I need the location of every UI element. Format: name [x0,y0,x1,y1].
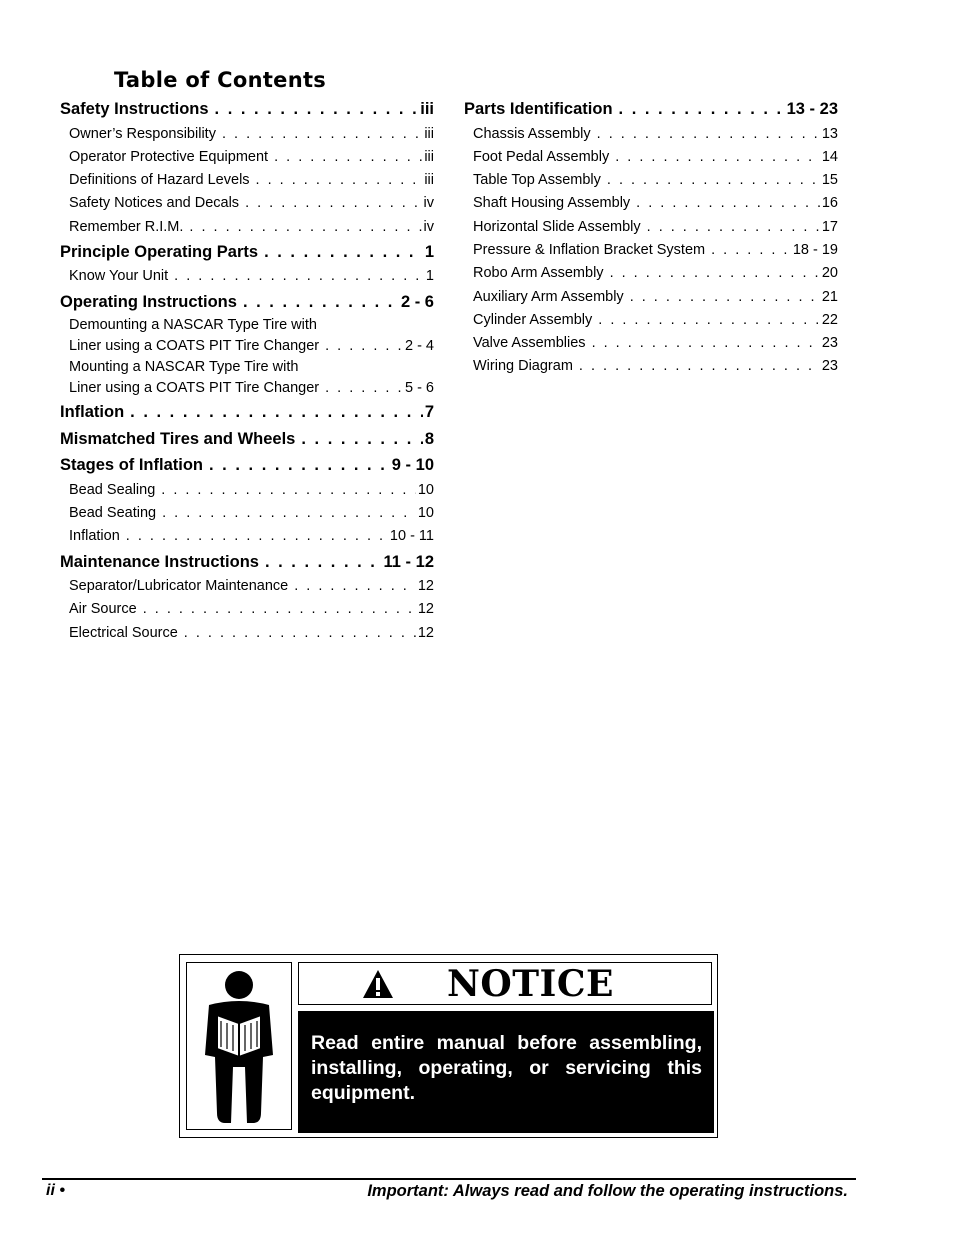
toc-leader-dots [294,575,416,598]
toc-leader-dots [174,265,424,288]
toc-entry-page: iii [424,125,434,142]
toc-entry-page: 16 [821,195,838,212]
toc-subsection-entry [464,262,838,285]
toc-entry-page: 23 [821,335,838,352]
toc-leader-dots [274,146,422,169]
toc-leader-dots [619,96,785,122]
toc-section-entry [60,426,434,453]
toc-section-entry [60,549,434,576]
toc-entry-page: 14 [821,148,838,165]
toc-subsection-entry [464,216,838,239]
toc-subsection-entry [60,146,434,169]
toc-entry-page: 13 [821,125,838,142]
notice-heading: NOTICE [447,963,614,1005]
toc-entry-page: 2 - 4 [404,337,434,354]
toc-leader-dots [189,216,421,239]
toc-entry-label: Principle Operating Parts [60,242,259,261]
toc-leader-dots [243,289,399,315]
toc-entry-label: Liner using a COATS PIT Tire Changer [69,379,320,396]
toc-subsection-entry [464,192,838,215]
toc-entry-label: Bead Sealing [69,481,156,498]
toc-entry-page: iii [424,172,434,189]
toc-subsection-entry [464,123,838,146]
toc-entry-label: Operating Instructions [60,292,237,311]
toc-section-entry [60,239,434,266]
toc-leader-dots [130,399,423,425]
toc-entry-page: 12 [417,624,434,641]
toc-entry-label: Robo Arm Assembly [473,265,604,282]
toc-entry-label: Mismatched Tires and Wheels [60,429,296,448]
toc-subsection-entry [60,357,434,399]
toc-entry-label: Stages of Inflation [60,456,204,475]
footer-tagline: Important: Always read and follow the operating instructions. [367,1182,848,1200]
toc-leader-dots [209,452,390,478]
toc-leader-dots [256,169,423,192]
toc-entry-line2 [69,378,434,399]
toc-entry-page: 5 - 6 [404,379,434,396]
footer-page-label: ii • [46,1182,65,1199]
toc-entry-page: 10 [417,481,434,498]
toc-leader-dots [143,598,416,621]
toc-entry-page: 1 [425,268,434,285]
toc-subsection-entry [60,622,434,645]
toc-entry-page: 10 [417,505,434,522]
toc-entry-label: Know Your Unit [69,268,169,285]
toc-entry-page: 12 [417,601,434,618]
toc-entry-label: Horizontal Slide Assembly [473,218,641,235]
toc-entry-page: 18 - 19 [792,241,838,258]
toc-leader-dots [301,426,422,452]
toc-subsection-entry [464,146,838,169]
toc-entry-page: 9 - 10 [391,456,434,475]
toc-leader-dots [215,96,419,122]
toc-entry-label: Maintenance Instructions [60,552,259,571]
toc-entry-label: Pressure & Inflation Bracket System [473,241,706,258]
toc-leader-dots [615,146,820,169]
toc-leader-dots [161,479,416,502]
person-reading-manual-icon [187,963,291,1129]
toc-subsection-entry [464,309,838,332]
toc-entry-label: Liner using a COATS PIT Tire Changer [69,337,320,354]
toc-entry-label: Safety Instructions [60,100,209,118]
toc-leader-dots [265,549,382,575]
toc-leader-dots [162,502,416,525]
toc-leader-dots [325,378,403,399]
toc-leader-dots [610,262,820,285]
toc-subsection-entry [60,479,434,502]
toc-leader-dots [325,336,403,357]
toc-entry-label: Operator Protective Equipment [69,148,269,165]
warning-triangle-icon [361,968,395,1000]
toc-entry-page: iii [424,148,434,165]
toc-entry-page: 21 [821,288,838,305]
toc-entry-page: iv [423,218,434,235]
toc-entry-page: 17 [821,218,838,235]
toc-leader-dots [598,309,820,332]
toc-subsection-entry [464,169,838,192]
toc-entry-label: Wiring Diagram [473,358,573,375]
footer-rule [42,1178,856,1180]
toc-entry-page: 13 - 23 [786,100,838,118]
toc-entry-page: 22 [821,311,838,328]
toc-entry-label: Remember R.I.M. [69,218,184,235]
notice-header-frame [298,962,712,1005]
toc-entry-page: 7 [424,403,434,422]
toc-entry-label: Safety Notices and Decals [69,195,240,212]
toc-leader-dots [711,239,791,262]
toc-entry-label: Owner’s Responsibility [69,125,216,142]
toc-entry-page: iii [420,100,434,118]
toc-subsection-entry [464,355,838,378]
toc-leader-dots [592,332,820,355]
toc-subsection-entry [464,286,838,309]
notice-panel [179,954,718,1138]
toc-entry-page: 2 - 6 [400,292,434,311]
toc-left-column [60,96,434,645]
toc-entry-page: 23 [821,358,838,375]
toc-entry-label: Separator/Lubricator Maintenance [69,578,289,595]
toc-entry-label-line1: Mounting a NASCAR Type Tire with [69,359,299,376]
toc-entry-label: Parts Identification [464,100,613,118]
toc-subsection-entry [60,525,434,548]
toc-leader-dots [245,192,421,215]
toc-leader-dots [222,123,422,146]
toc-leader-dots [607,169,820,192]
toc-subsection-entry [60,502,434,525]
toc-right-column [464,96,838,379]
toc-entry-label: Table Top Assembly [473,172,601,189]
toc-section-entry [60,96,434,123]
toc-subsection-entry [464,239,838,262]
toc-subsection-entry [60,123,434,146]
toc-leader-dots [630,286,820,309]
toc-entry-label: Valve Assemblies [473,335,586,352]
toc-entry-page: 20 [821,265,838,282]
toc-leader-dots [264,239,423,265]
toc-entry-label: Inflation [69,528,120,545]
toc-entry-line2 [69,336,434,357]
toc-section-entry [60,452,434,479]
toc-entry-page: 8 [424,429,434,448]
toc-entry-label: Shaft Housing Assembly [473,195,631,212]
toc-subsection-entry [60,575,434,598]
toc-subsection-entry [464,332,838,355]
toc-entry-label-line1: Demounting a NASCAR Type Tire with [69,317,317,334]
toc-entry-label: Chassis Assembly [473,125,591,142]
toc-entry-label: Electrical Source [69,624,178,641]
notice-message: Read entire manual before assembling, installing, operating, or servicing this equipment. [298,1011,714,1133]
toc-section-entry [464,96,838,123]
toc-entry-label: Foot Pedal Assembly [473,148,610,165]
toc-entry-label: Inflation [60,403,125,422]
toc-entry-label: Definitions of Hazard Levels [69,172,250,189]
toc-entry-page: 15 [821,172,838,189]
toc-subsection-entry [60,265,434,288]
reader-frame [186,962,292,1130]
toc-entry-page: 11 - 12 [383,552,434,571]
toc-subsection-entry [60,216,434,239]
toc-leader-dots [126,525,388,548]
toc-title: Table of Contents [114,68,327,92]
toc-section-entry [60,399,434,426]
toc-leader-dots [597,123,820,146]
toc-leader-dots [647,216,820,239]
toc-entry-label: Cylinder Assembly [473,311,593,328]
toc-entry-label: Air Source [69,601,137,618]
toc-entry-page: 12 [417,578,434,595]
toc-entry-label: Auxiliary Arm Assembly [473,288,624,305]
toc-subsection-entry [60,315,434,357]
toc-leader-dots [184,622,416,645]
toc-entry-page: 10 - 11 [389,528,434,545]
toc-entry-page: 1 [424,242,434,261]
toc-leader-dots [636,192,820,215]
toc-subsection-entry [60,192,434,215]
toc-subsection-entry [60,598,434,621]
toc-subsection-entry [60,169,434,192]
toc-leader-dots [579,355,820,378]
toc-section-entry [60,289,434,316]
toc-entry-page: iv [423,195,434,212]
toc-entry-label: Bead Seating [69,505,157,522]
